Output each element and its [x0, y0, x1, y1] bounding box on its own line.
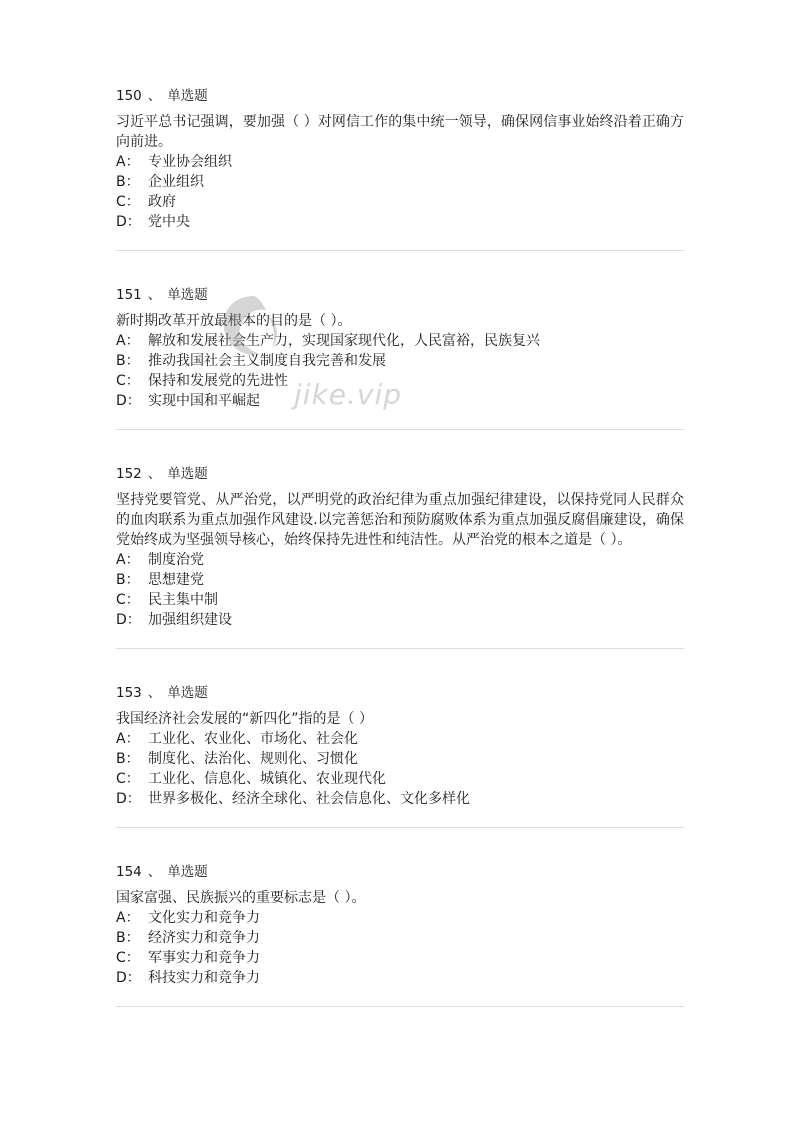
question-151: [116, 285, 684, 430]
option-letter: B：: [116, 930, 140, 946]
watermark-text: jike.vip: [294, 378, 403, 411]
option-b: [116, 172, 684, 192]
option-text: 工业化、农业化、市场化、社会化: [148, 731, 358, 747]
option-letter: A：: [116, 731, 140, 747]
question-header: [116, 862, 684, 882]
question-type: 单选题: [167, 88, 208, 104]
question-header: [116, 683, 684, 703]
option-a: [116, 729, 684, 749]
option-text: 解放和发展社会生产力，实现国家现代化，人民富裕，民族复兴: [148, 333, 540, 349]
question-type: 单选题: [167, 864, 208, 880]
question-number: 151: [116, 287, 142, 303]
question-150: [116, 86, 684, 251]
option-letter: D：: [116, 970, 141, 986]
question-stem: 国家富强、民族振兴的重要标志是（ ）。: [116, 890, 366, 906]
question-separator: 、: [147, 864, 162, 880]
question-stem: 坚持党要管党、从严治党，以严明党的政治纪律为重点加强纪律建设，以保持党同人民群众的血肉联系为重点加强作风建设.以完善惩治和预防腐败体系为重点加强反腐倡廉建设，确保党始终成为坚强领导核心，始终保持先进性和纯洁性。从严治党的根本之道是（ ）。: [116, 492, 684, 548]
option-a: [116, 908, 684, 928]
question-stem: 习近平总书记强调，要加强（ ）对网信工作的集中统一领导，确保网信事业始终沿着正确方向前进。: [116, 114, 684, 150]
question-153: [116, 683, 684, 828]
option-text: 推动我国社会主义制度自我完善和发展: [148, 353, 386, 369]
question-type: 单选题: [167, 287, 208, 303]
question-154: [116, 862, 684, 1007]
option-letter: A：: [116, 910, 140, 926]
question-list: [116, 86, 684, 1041]
question-number: 153: [116, 685, 142, 701]
question-number: 150: [116, 88, 142, 104]
option-letter: C：: [116, 771, 140, 787]
question-separator: 、: [147, 685, 162, 701]
option-text: 世界多极化、经济全球化、社会信息化、文化多样化: [148, 791, 470, 807]
question-header: [116, 464, 684, 484]
option-text: 保持和发展党的先进性: [148, 373, 288, 389]
option-text: 专业协会组织: [148, 154, 232, 170]
question-header: [116, 86, 684, 106]
option-text: 科技实力和竞争力: [148, 970, 260, 986]
option-text: 企业组织: [148, 174, 204, 190]
question-stem: 我国经济社会发展的“新四化”指的是（ ）: [116, 711, 373, 727]
option-text: 民主集中制: [148, 592, 218, 608]
option-letter: C：: [116, 373, 140, 389]
option-c: [116, 192, 684, 212]
option-text: 党中央: [148, 214, 190, 230]
question-separator: 、: [147, 287, 162, 303]
option-letter: D：: [116, 612, 141, 628]
option-b: [116, 928, 684, 948]
question-separator: 、: [147, 88, 162, 104]
option-text: 军事实力和竞争力: [148, 950, 260, 966]
option-d: [116, 968, 684, 988]
option-text: 加强组织建设: [148, 612, 232, 628]
question-type: 单选题: [167, 685, 208, 701]
option-letter: B：: [116, 353, 140, 369]
option-d: [116, 391, 684, 411]
option-text: 政府: [148, 194, 176, 210]
option-letter: D：: [116, 791, 141, 807]
question-header: [116, 285, 684, 305]
option-c: [116, 948, 684, 968]
option-letter: C：: [116, 194, 140, 210]
option-text: 实现中国和平崛起: [148, 393, 260, 409]
option-letter: A：: [116, 154, 140, 170]
question-type: 单选题: [167, 466, 208, 482]
option-text: 文化实力和竞争力: [148, 910, 260, 926]
option-letter: A：: [116, 552, 140, 568]
option-letter: C：: [116, 950, 140, 966]
question-152: [116, 464, 684, 649]
option-d: [116, 610, 684, 630]
question-number: 154: [116, 864, 142, 880]
option-letter: D：: [116, 214, 141, 230]
option-letter: A：: [116, 333, 140, 349]
option-d: [116, 789, 684, 809]
option-text: 工业化、信息化、城镇化、农业现代化: [148, 771, 386, 787]
option-d: [116, 212, 684, 232]
option-letter: D：: [116, 393, 141, 409]
option-c: [116, 769, 684, 789]
option-a: [116, 550, 684, 570]
question-number: 152: [116, 466, 142, 482]
option-b: [116, 749, 684, 769]
option-b: [116, 570, 684, 590]
option-letter: B：: [116, 174, 140, 190]
question-separator: 、: [147, 466, 162, 482]
option-letter: C：: [116, 592, 140, 608]
option-letter: B：: [116, 751, 140, 767]
option-text: 思想建党: [148, 572, 204, 588]
option-text: 经济实力和竞争力: [148, 930, 260, 946]
option-a: [116, 152, 684, 172]
option-letter: B：: [116, 572, 140, 588]
option-a: [116, 331, 684, 351]
option-text: 制度治党: [148, 552, 204, 568]
option-c: [116, 590, 684, 610]
option-b: [116, 351, 684, 371]
option-text: 制度化、法治化、规则化、习惯化: [148, 751, 358, 767]
option-c: [116, 371, 684, 391]
question-stem: 新时期改革开放最根本的目的是（ ）。: [116, 313, 352, 329]
